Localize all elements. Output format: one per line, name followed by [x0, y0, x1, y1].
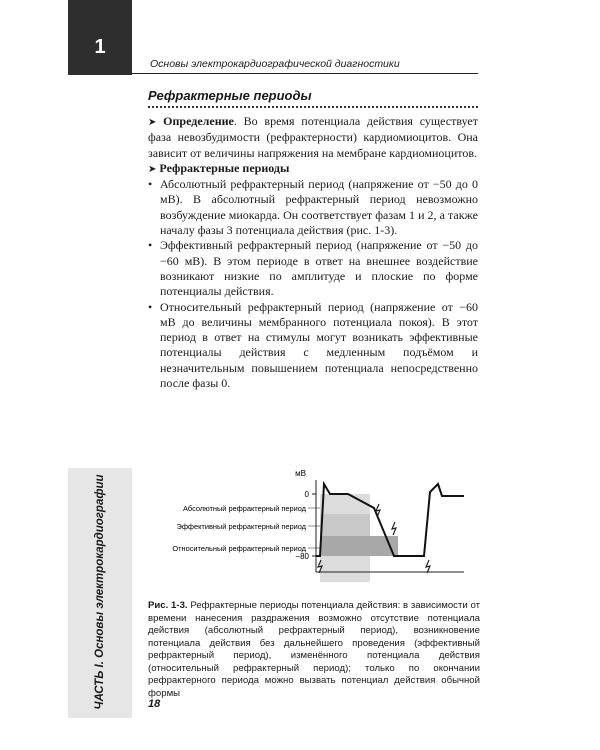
refractory-period-figure [148, 462, 468, 592]
figure-caption [148, 600, 480, 700]
arrow-icon: ➤ [148, 117, 157, 128]
periods-list [148, 177, 478, 391]
absolute-period-label: Абсолютный рефрактерный период [182, 504, 306, 513]
definition-text: . Во время потенциала действия существует фаза невозбудимости (рефрактерности) кардиомиоцитов. Она зависит от величины напряжения на мембране кардиомиоцитов. [148, 114, 478, 160]
effective-period-label: Эффективный рефрактерный период [176, 522, 306, 531]
list-item: • Эффективный рефрактерный период (напряжение от −50 до −60 мВ). В этом периоде в ответ на внешнее воздействие возникают низкие по амплитуде и плоские по форме потенциалы действия. [148, 238, 478, 299]
periods-heading [148, 161, 478, 177]
relative-period-label: Относительный рефрактерный период [172, 544, 306, 553]
periods-heading-label: Рефрактерные периоды [159, 160, 290, 175]
stimulus-icon [426, 560, 430, 573]
header-divider [132, 73, 478, 74]
body-text [148, 114, 478, 391]
chapter-number: 1 [94, 36, 106, 58]
definition-paragraph [148, 114, 478, 161]
page-number: 18 [148, 698, 161, 710]
y-tick-label: 0 [304, 490, 309, 499]
definition-label: Определение [163, 114, 234, 128]
chapter-number-tab [68, 0, 132, 75]
section-title: Рефрактерные периоды [148, 88, 312, 103]
y-unit-label: мВ [295, 469, 306, 478]
part-label: ЧАСТЬ I. Основы электрокардиографии [94, 474, 106, 710]
caption-label: Рис. 1-3. [148, 600, 188, 611]
list-item: • Абсолютный рефрактерный период (напряжение от −50 до 0 мВ). В абсолютный рефрактерный период невозможно возбуждение миокарда. Он соответствует фазам 1 и 2, а также началу фазы 3 потенциала действия (рис. 1-3). [148, 177, 478, 238]
section-divider [148, 106, 478, 108]
stimulus-icon [392, 522, 396, 535]
running-head: Основы электрокардиографической диагностики [150, 58, 400, 70]
list-item: • Относительный рефрактерный период (напряжение от −60 мВ до величины мембранного потенциала покоя). В этот период в ответ на стимулы могут возникать эффективные потенциалы действия с медленным подъёмом и незначительным повышением потенциала непосредственно после фазы 0. [148, 300, 478, 392]
caption-text: Рефрактерные периоды потенциала действия: в зависимости от времени нанесения раздражения возможно отсутствие потенциала действия (абсолютный рефрактерный период), возникновение потенциала действия без дальнейшего проведения (эффективный рефрактерный период), изменённого потенциала действия (относительный рефрактерный период); только по окончании рефрактерного периода можно вызвать потенциал действия обычной формы [148, 600, 480, 699]
y-tick-label: −80 [295, 552, 309, 561]
arrow-icon: ➤ [148, 163, 157, 175]
